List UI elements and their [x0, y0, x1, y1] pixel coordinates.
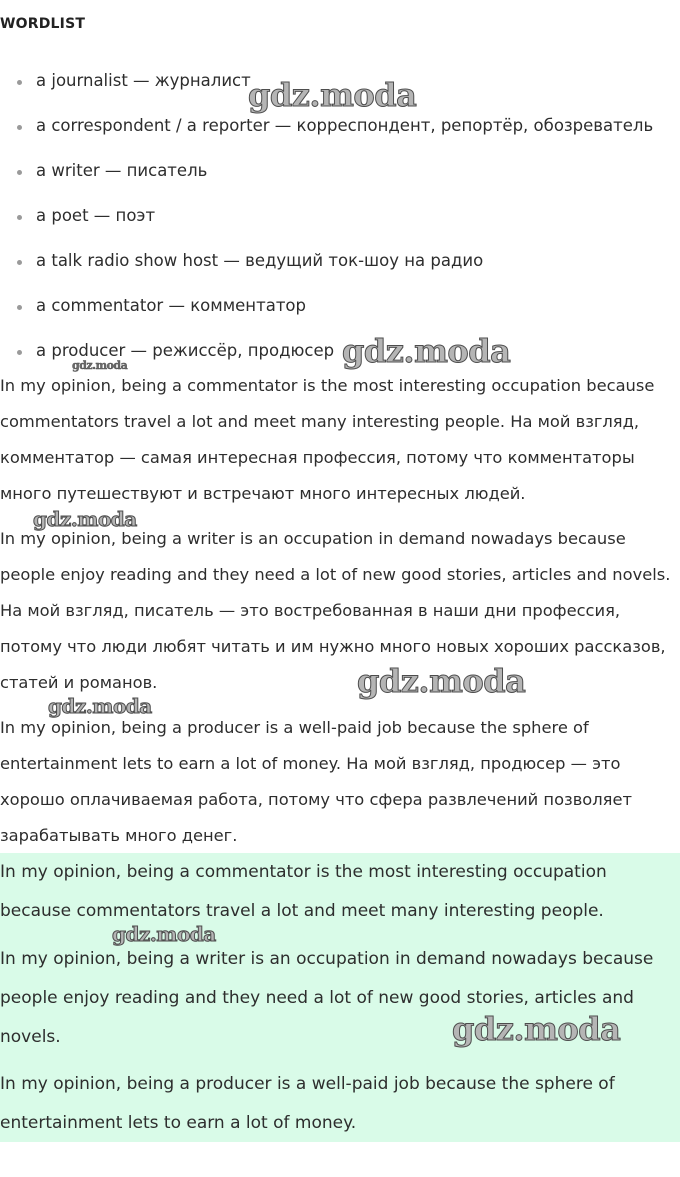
wordlist-item [0, 250, 680, 295]
watermark-logo: gdz.moda [357, 662, 526, 700]
watermark-logo: gdz.moda [72, 359, 128, 372]
watermark-logo: gdz.moda [248, 76, 417, 114]
watermark-logo: gdz.moda [112, 922, 216, 946]
wordlist-item-text: a poet — поэт [36, 206, 156, 225]
wordlist-item [0, 70, 680, 115]
wordlist-item-text: a talk radio show host — ведущий ток-шоу на радио [36, 251, 484, 270]
answer-producer: In my opinion, being a producer is a well-paid job because the sphere of entertainment lets to earn a lot of money. [0, 1074, 615, 1133]
opinion-paragraph-producer: In my opinion, being a producer is a well-paid job because the sphere of entertainment lets to earn a lot of money. На мой взгляд, продюсер — это хорошо оплачиваемая работа, потому что сфера развлечений позволяет зарабатывать много денег. [0, 718, 632, 845]
wordlist-item-text: a correspondent / a reporter — корреспондент, репортёр, обозреватель [36, 116, 654, 135]
wordlist-item-text: a writer — писатель [36, 161, 208, 180]
watermark-logo: gdz.moda [33, 507, 137, 531]
bullet-icon [17, 125, 22, 130]
wordlist-item [0, 205, 680, 250]
wordlist-item [0, 160, 680, 205]
bullet-icon [17, 350, 22, 355]
opinion-paragraph-commentator: In my opinion, being a commentator is the most interesting occupation because commentators travel a lot and meet many interesting people. На мой взгляд, комментатор — самая интересная профессия, потому что комментаторы много путешествуют и встречают много интересных людей. [0, 376, 655, 503]
answer-box [0, 853, 680, 1142]
bullet-icon [17, 80, 22, 85]
bullet-icon [17, 305, 22, 310]
answer-commentator: In my opinion, being a commentator is the most interesting occupation because commentators travel a lot and meet many interesting people. [0, 862, 607, 921]
wordlist-item-text: a producer — режиссёр, продюсер [36, 341, 335, 360]
watermark-logo: gdz.moda [48, 694, 152, 718]
watermark-logo: gdz.moda [342, 332, 511, 370]
wordlist-item-text: a commentator — комментатор [36, 296, 306, 315]
bullet-icon [17, 215, 22, 220]
wordlist-item [0, 115, 680, 160]
wordlist [0, 70, 680, 385]
bullet-icon [17, 170, 22, 175]
wordlist-item [0, 295, 680, 340]
wordlist-item-text: a journalist — журналист [36, 71, 251, 90]
bullet-icon [17, 260, 22, 265]
opinion-paragraph-writer: In my opinion, being a writer is an occupation in demand nowadays because people enjoy reading and they need a lot of new good stories, articles and novels. На мой взгляд, писатель — это востребованная в наши дни профессия, потому что люди любят читать и им нужно много новых хороших рассказов, статей и романов. [0, 529, 671, 692]
wordlist-heading: WORDLIST [0, 16, 86, 32]
answer-writer: In my opinion, being a writer is an occupation in demand nowadays because people enjoy reading and they need a lot of new good stories, articles and novels. [0, 949, 654, 1047]
watermark-logo: gdz.moda [452, 1010, 621, 1048]
